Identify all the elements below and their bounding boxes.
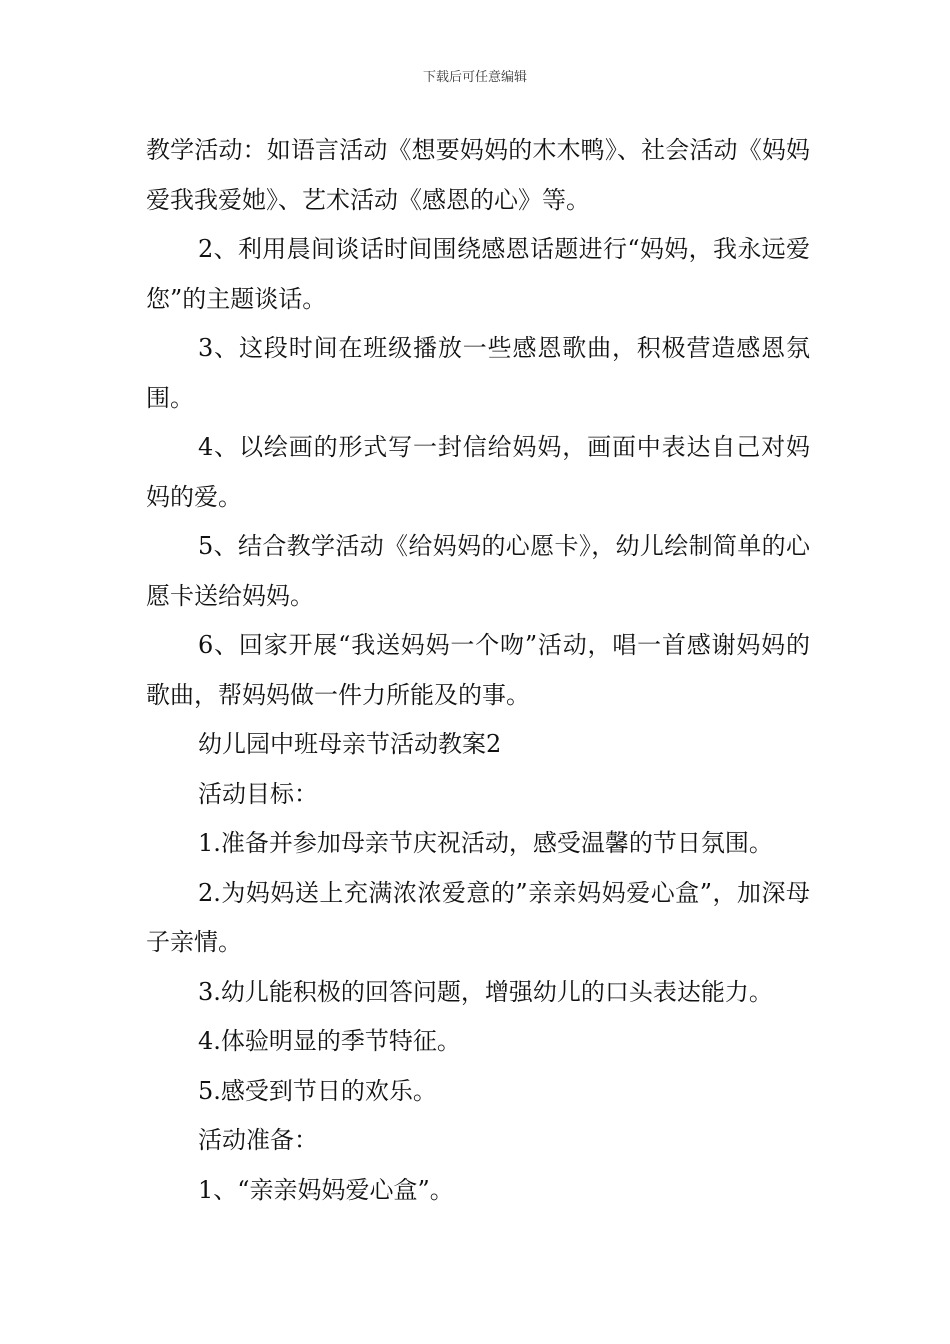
paragraph-teaching-activities: 教学活动：如语言活动《想要妈妈的木木鸭》、社会活动《妈妈爱我我爱她》、艺术活动《感恩的心》等。	[146, 136, 810, 214]
paragraph-item-3: 3、这段时间在班级播放一些感恩歌曲，积极营造感恩氛围。	[146, 334, 810, 412]
heading-activity-preparation: 活动准备：	[198, 1126, 318, 1154]
heading-activity-goals: 活动目标：	[198, 779, 318, 808]
goal-item-2: 2.为妈妈送上充满浓浓爱意的”亲亲妈妈爱心盒”，加深母子亲情。	[146, 878, 810, 956]
goal-item-1: 1.准备并参加母亲节庆祝活动，感受温馨的节日氛围。	[198, 829, 773, 857]
goal-item-5: 5.感受到节日的欢乐。	[198, 1076, 437, 1105]
paragraph-item-6: 6、回家开展“我送妈妈一个吻”活动，唱一首感谢妈妈的歌曲，帮妈妈做一件力所能及的事。	[146, 631, 810, 709]
goal-item-3: 3.幼儿能积极的回答问题，增强幼儿的口头表达能力。	[198, 977, 773, 1006]
section-title: 幼儿园中班母亲节活动教案2	[198, 730, 502, 758]
paragraph-item-4: 4、以绘画的形式写一封信给妈妈，画面中表达自己对妈妈的爱。	[146, 433, 810, 511]
document-body	[146, 126, 810, 1215]
paragraph-item-2: 2、利用晨间谈话时间围绕感恩话题进行“妈妈，我永远爱您”的主题谈话。	[146, 235, 810, 313]
page-header: 下载后可任意编辑	[422, 70, 527, 85]
paragraph-item-5: 5、结合教学活动《给妈妈的心愿卡》，幼儿绘制简单的心愿卡送给妈妈。	[146, 532, 810, 610]
preparation-item-1: 1、“亲亲妈妈爱心盒”。	[198, 1175, 454, 1204]
goal-item-4: 4.体验明显的季节特征。	[198, 1027, 461, 1055]
